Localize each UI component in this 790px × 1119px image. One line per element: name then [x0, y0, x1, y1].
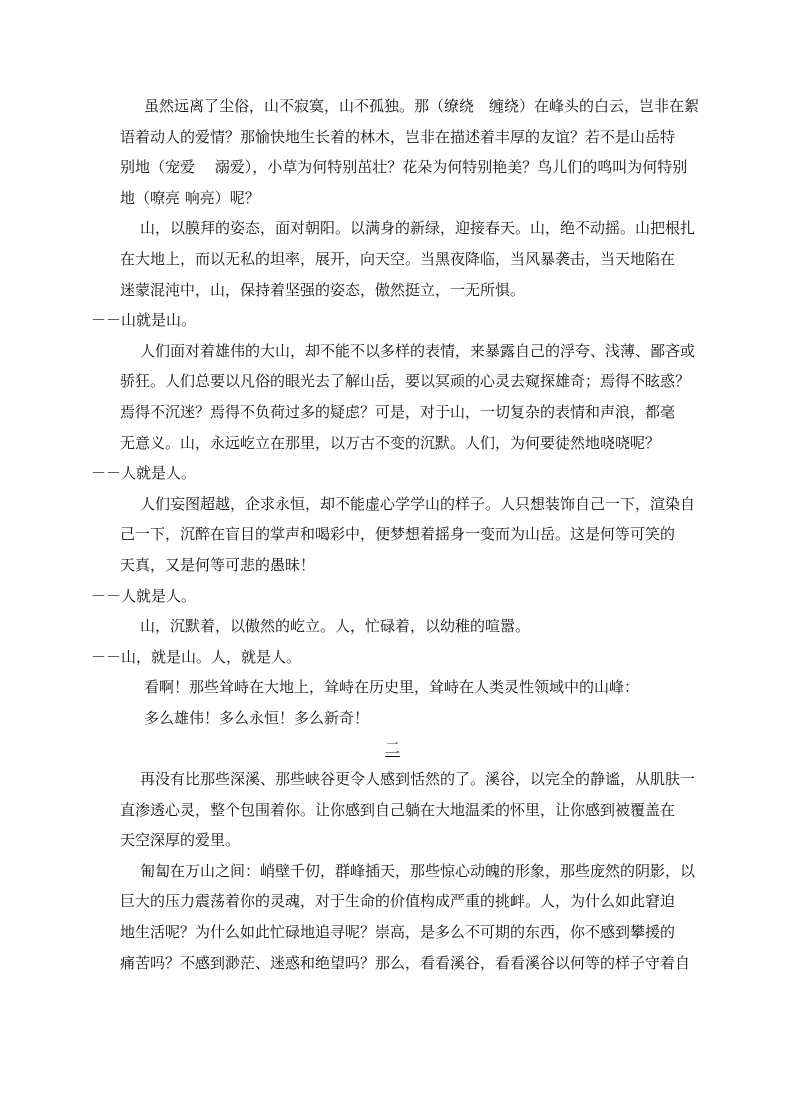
- text-line: 别地（宠爱 溺爱），小草为何特别茁壮？花朵为何特别艳美？鸟儿们的鸣叫为何特别: [120, 158, 688, 177]
- text-line: 直渗透心灵，整个包围着你。让你感到自己躺在大地温柔的怀里，让你感到被覆盖在: [120, 800, 676, 819]
- text-line: 人们妄图超越，企求永恒，却不能虚心学学山的样子。人只想装饰自己一下，渲染自: [140, 494, 696, 513]
- text-line: 巨大的压力震荡着你的灵魂，对于生命的价值构成严重的挑衅。人，为什么如此窘迫: [120, 892, 676, 911]
- text-line: 看啊！那些耸峙在大地上，耸峙在历史里，耸峙在人类灵性领域中的山峰：: [144, 678, 640, 697]
- text-line: 在大地上，而以无私的坦率，展开，向天空。当黑夜降临，当风暴袭击，当天地陷在: [120, 249, 676, 268]
- text-line: 痛苦吗？不感到渺茫、迷惑和绝望吗？那么，看看溪谷，看看溪谷以何等的样子守着自: [120, 953, 691, 972]
- text-line: 再没有比那些深溪、那些峡谷更令人感到恬然的了。溪谷，以完全的静谧，从肌肤一: [140, 770, 696, 789]
- text-line: 多么雄伟！多么永恒！多么新奇！: [144, 708, 370, 727]
- document-body: [91, 91, 700, 978]
- text-line: 山，沉默着，以傲然的屹立。人，忙碌着，以幼稚的喧嚣。: [140, 617, 531, 636]
- text-line: 天空深厚的爱里。: [120, 831, 241, 850]
- text-line: 骄狂。人们总要以凡俗的眼光去了解山岳，要以冥顽的心灵去窥探雄奇；焉得不眩惑？: [120, 372, 691, 391]
- refrain-line: －－人就是人。: [91, 586, 197, 605]
- text-line: 语着动人的爱情？那愉快地生长着的林木，岂非在描述着丰厚的友谊？若不是山岳特: [120, 127, 676, 146]
- text-line: 天真，又是何等可悲的愚昧！: [120, 555, 316, 574]
- text-line: 地生活呢？为什么如此忙碌地追寻呢？崇高，是多么不可期的东西，你不感到攀援的: [120, 923, 676, 942]
- section-heading-line: [120, 733, 665, 764]
- text-line: 人们面对着雄伟的大山，却不能不以多样的表情，来暴露自己的浮夸、浅薄、鄙吝或: [140, 341, 696, 360]
- section-number: 二: [384, 739, 400, 758]
- text-line: 己一下，沉醉在盲目的掌声和喝彩中，便梦想着摇身一变而为山岳。这是何等可笑的: [120, 525, 676, 544]
- text-line: 迷蒙混沌中，山，保持着坚强的姿态，傲然挺立，一无所惧。: [120, 280, 526, 299]
- text-line: 焉得不沉迷？焉得不负荷过多的疑虑？可是，对于山，一切复杂的表情和声浪，都毫: [120, 402, 676, 421]
- text-line: 无意义。山，永远屹立在那里，以万古不变的沉默。人们，为何要徒然地哓哓呢？: [120, 433, 661, 452]
- refrain-line: －－山，就是山。人，就是人。: [91, 647, 302, 666]
- refrain-line: －－山就是山。: [91, 311, 197, 330]
- text-line: 虽然远离了尘俗，山不寂寞，山不孤独。那（缭绕 缠绕）在峰头的白云，岂非在絮: [144, 97, 700, 115]
- text-line: 匍匐在万山之间：峭壁千仞，群峰插天，那些惊心动魄的形象，那些庞然的阴影，以: [140, 861, 696, 880]
- text-line: 山，以膜拜的姿态，面对朝阳。以满身的新绿，迎接春天。山，绝不动摇。山把根扎: [140, 219, 696, 238]
- text-line: 地（嘹亮 响亮）呢？: [120, 188, 260, 207]
- refrain-line: －－人就是人。: [91, 464, 197, 483]
